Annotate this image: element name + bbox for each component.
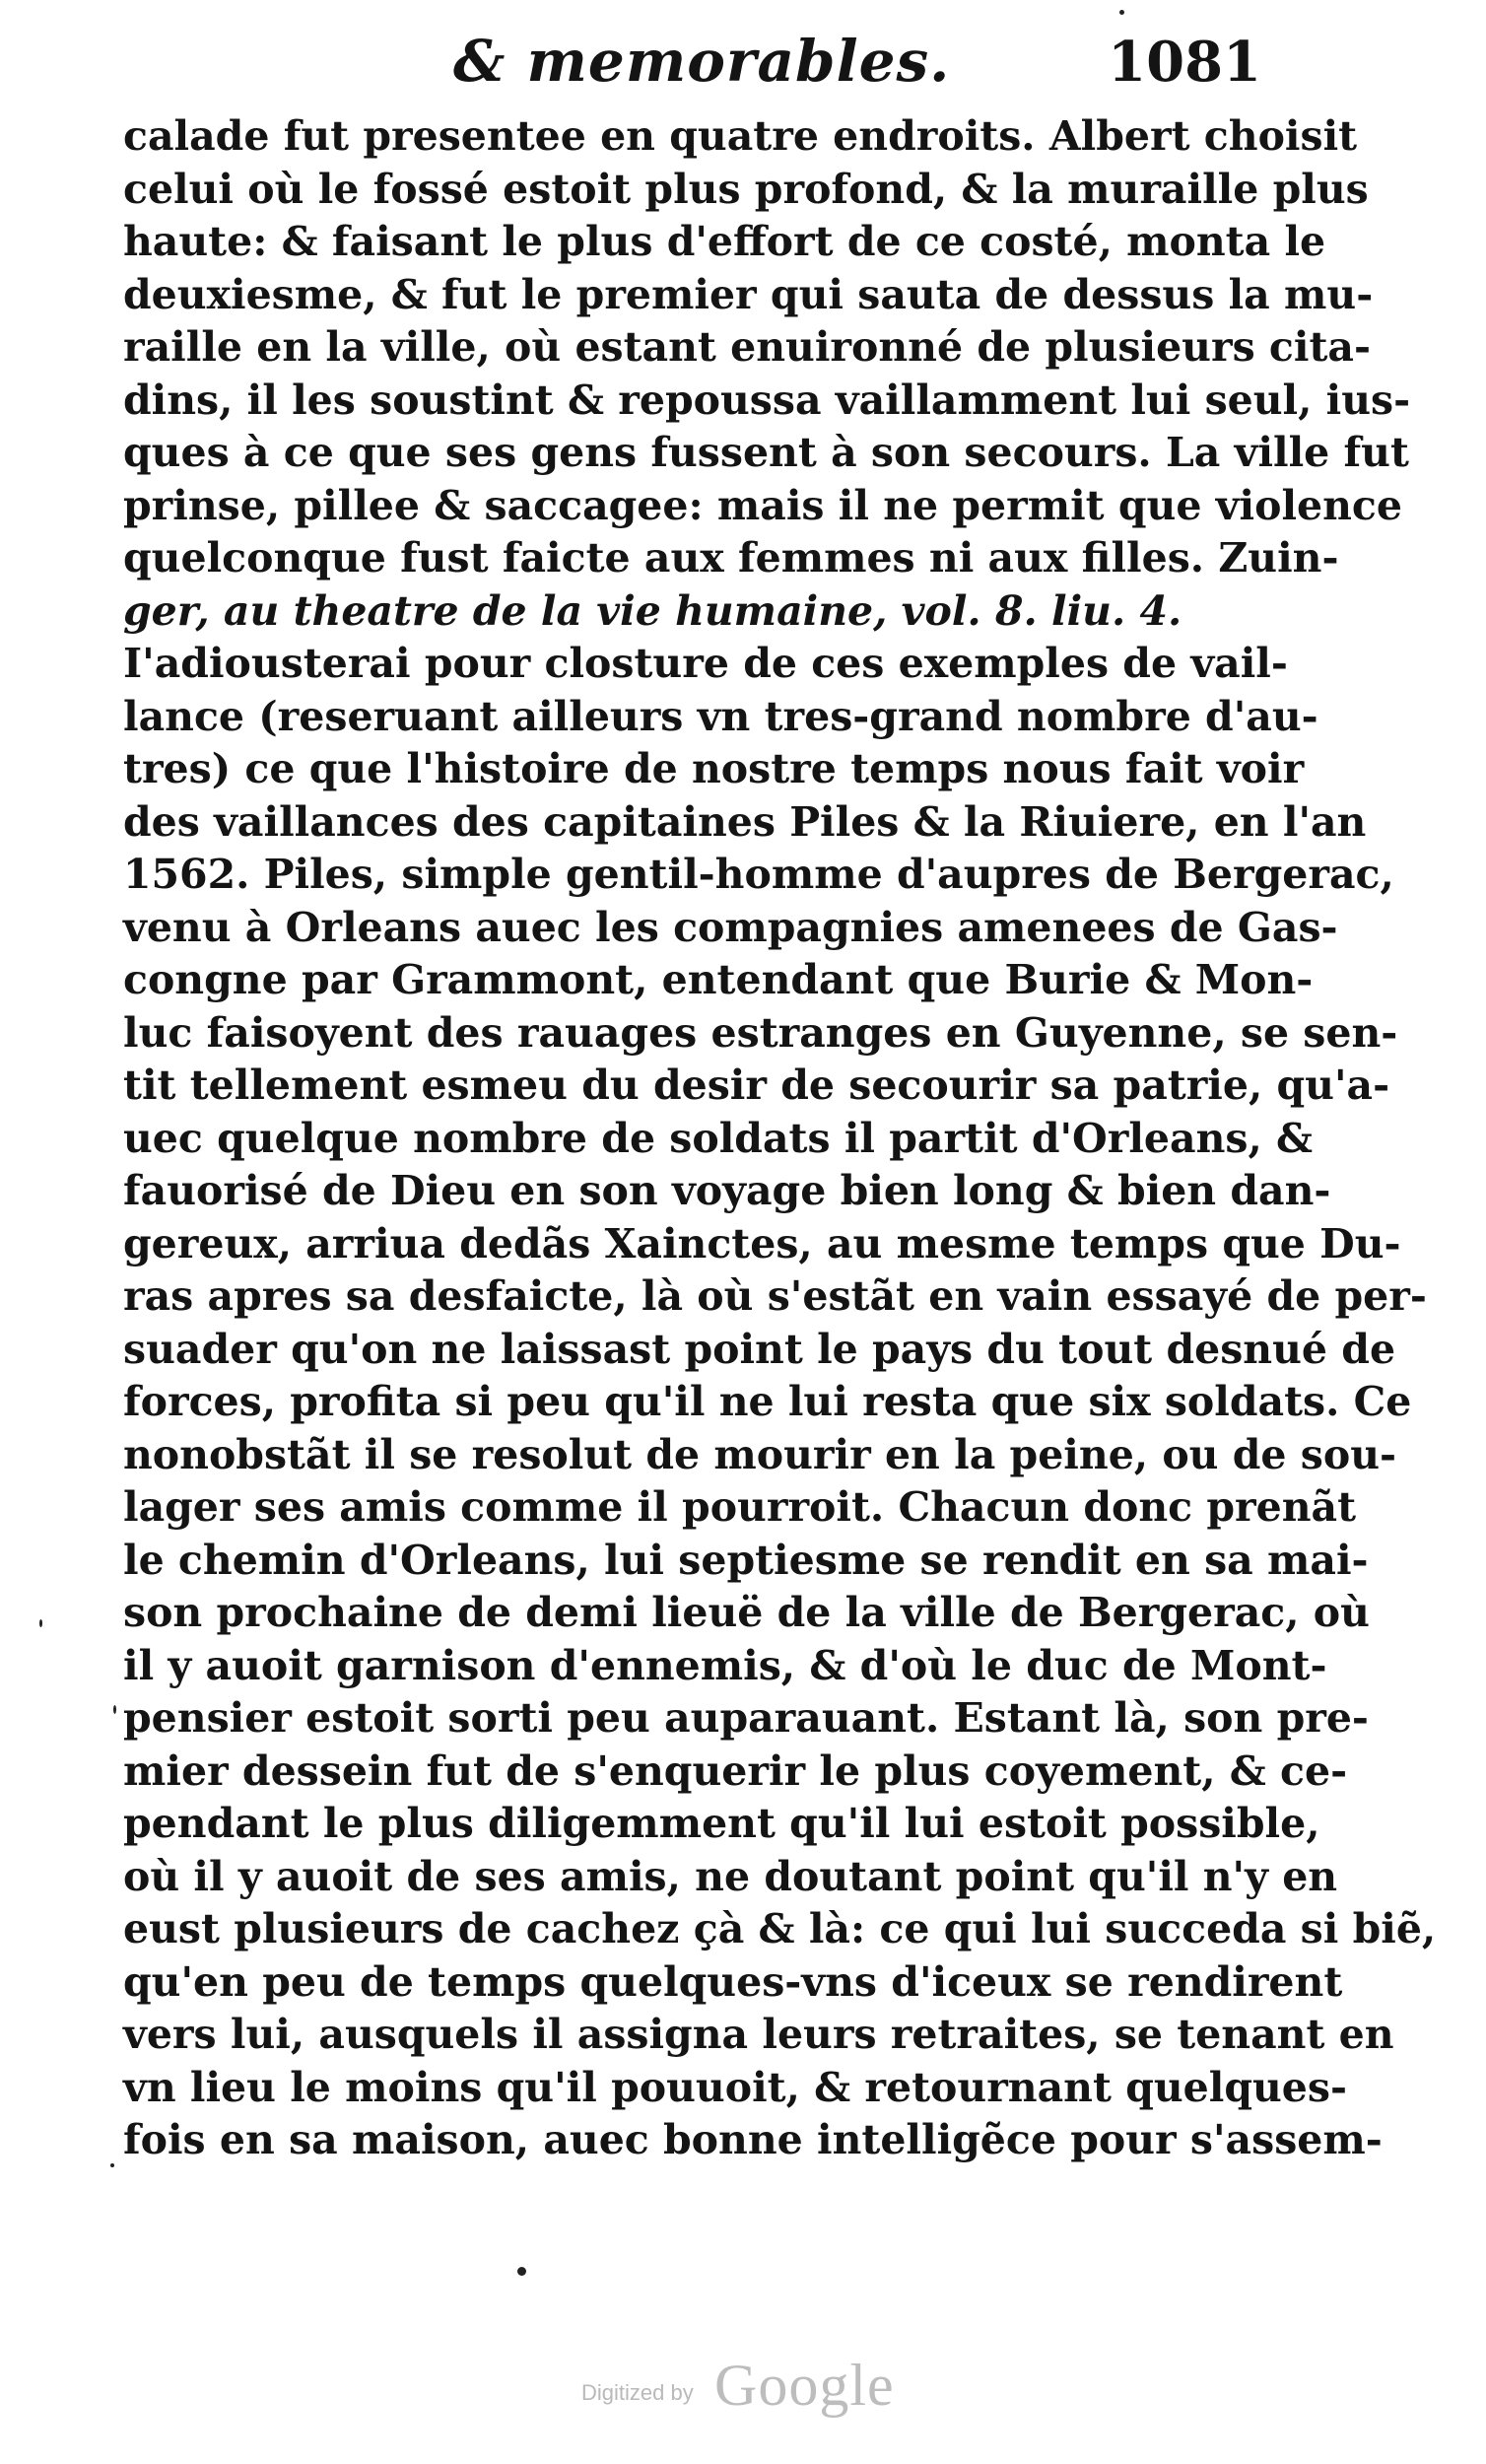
text-line: mier dessein fut de s'enquerir le plus coyement, & ce- bbox=[123, 1746, 1348, 1795]
text-line: fois en sa maison, auec bonne intelligẽce pour s'assem- bbox=[123, 2116, 1383, 2163]
text-line: prinse, pillee & saccagee: mais il ne permit que violence bbox=[123, 481, 1402, 529]
text-line: qu'en peu de temps quelques-vns d'iceux se rendirent bbox=[123, 1957, 1343, 2006]
text-line: 1562. Piles, simple gentil-homme d'aupres de Bergerac, bbox=[123, 851, 1394, 898]
ink-speck bbox=[39, 1619, 42, 1627]
text-line: quelconque fust faicte aux femmes ni aux filles. Zuin- bbox=[123, 534, 1339, 582]
text-line: deuxiesme, & fut le premier qui sauta de dessus la mu- bbox=[123, 270, 1374, 318]
text-line: suader qu'on ne laissast point le pays du tout desnué de bbox=[123, 1325, 1396, 1373]
text-line: luc faisoyent des rauages estranges en Guyenne, se sen- bbox=[123, 1008, 1398, 1057]
text-line: ques à ce que ses gens fussent à son secours. La ville fut bbox=[123, 429, 1409, 476]
text-line: forces, profita si peu qu'il ne lui resta que six soldats. Ce bbox=[123, 1378, 1412, 1425]
text-line: congne par Grammont, entendant que Burie & Mon- bbox=[123, 956, 1314, 1003]
ink-speck bbox=[110, 2163, 114, 2167]
ink-speck bbox=[1119, 10, 1124, 15]
text-line: raille en la ville, où estant enuironné de plusieurs cita- bbox=[123, 323, 1371, 371]
text-line: gereux, arriua dedãs Xainctes, au mesme temps que Du- bbox=[123, 1219, 1401, 1267]
text-line: pendant le plus diligemment qu'il lui estoit possible, bbox=[123, 1800, 1320, 1847]
text-line: calade fut presentee en quatre endroits. Albert choisit bbox=[123, 112, 1358, 160]
text-line: le chemin d'Orleans, lui septiesme se rendit en sa mai- bbox=[123, 1536, 1369, 1584]
text-line: uec quelque nombre de soldats il partit d'Orleans, & bbox=[123, 1114, 1314, 1162]
text-line: des vaillances des capitaines Piles & la Riuiere, en l'an bbox=[123, 797, 1367, 846]
digitized-by-label: Digitized by bbox=[581, 2380, 694, 2405]
running-title: & memorables. bbox=[453, 28, 951, 95]
running-head bbox=[414, 28, 1261, 106]
text-line: lance (reseruant ailleurs vn tres-grand nombre d'au- bbox=[123, 692, 1318, 740]
google-logo: Google bbox=[714, 2353, 895, 2418]
page-number: 1081 bbox=[1108, 30, 1261, 95]
text-line: où il y auoit de ses amis, ne doutant point qu'il n'y en bbox=[123, 1852, 1338, 1900]
text-line: il y auoit garnison d'ennemis, & d'où le duc de Mont- bbox=[123, 1641, 1327, 1689]
text-line: son prochaine de demi lieuë de la ville de Bergerac, où bbox=[123, 1589, 1370, 1636]
text-line: tres) ce que l'histoire de nostre temps nous fait voir bbox=[123, 745, 1305, 792]
text-line: nonobstãt il se resolut de mourir en la peine, ou de sou- bbox=[123, 1430, 1397, 1478]
text-line: I'adiousterai pour closture de ces exemples de vail- bbox=[123, 640, 1288, 687]
text-line: eust plusieurs de cachez çà & là: ce qui lui succeda si biẽ, bbox=[123, 1905, 1437, 1952]
text-line: tit tellement esmeu du desir de secourir sa patrie, qu'a- bbox=[123, 1061, 1390, 1109]
ink-speck bbox=[113, 1705, 116, 1714]
ink-speck bbox=[517, 2267, 526, 2276]
text-line: ras apres sa desfaicte, là où s'estãt en vain essayé de per- bbox=[123, 1272, 1427, 1320]
text-line: dins, il les soustint & repoussa vaillamment lui seul, ius- bbox=[123, 376, 1411, 424]
citation: ger, au theatre de la vie humaine, vol. 8. liu. 4. bbox=[123, 586, 1182, 635]
body-text bbox=[123, 110, 1437, 2167]
citation-line bbox=[123, 585, 1227, 639]
text-line: vers lui, ausquels il assigna leurs retraites, se tenant en bbox=[123, 2011, 1394, 2058]
text-line: fauorisé de Dieu en son voyage bien long & bien dan- bbox=[123, 1167, 1331, 1214]
text-line: celui où le fossé estoit plus profond, & la muraille plus bbox=[123, 165, 1369, 213]
text-line: vn lieu le moins qu'il pouuoit, & retournant quelques- bbox=[123, 2063, 1347, 2111]
text-line: lager ses amis comme il pourroit. Chacun donc prenãt bbox=[123, 1483, 1357, 1531]
digitization-watermark bbox=[581, 2351, 936, 2420]
text-line: pensier estoit sorti peu auparauant. Estant là, son pre- bbox=[123, 1694, 1369, 1742]
text-line: haute: & faisant le plus d'effort de ce costé, monta le bbox=[123, 218, 1326, 265]
text-line: venu à Orleans auec les compagnies amenees de Gas- bbox=[123, 903, 1338, 951]
